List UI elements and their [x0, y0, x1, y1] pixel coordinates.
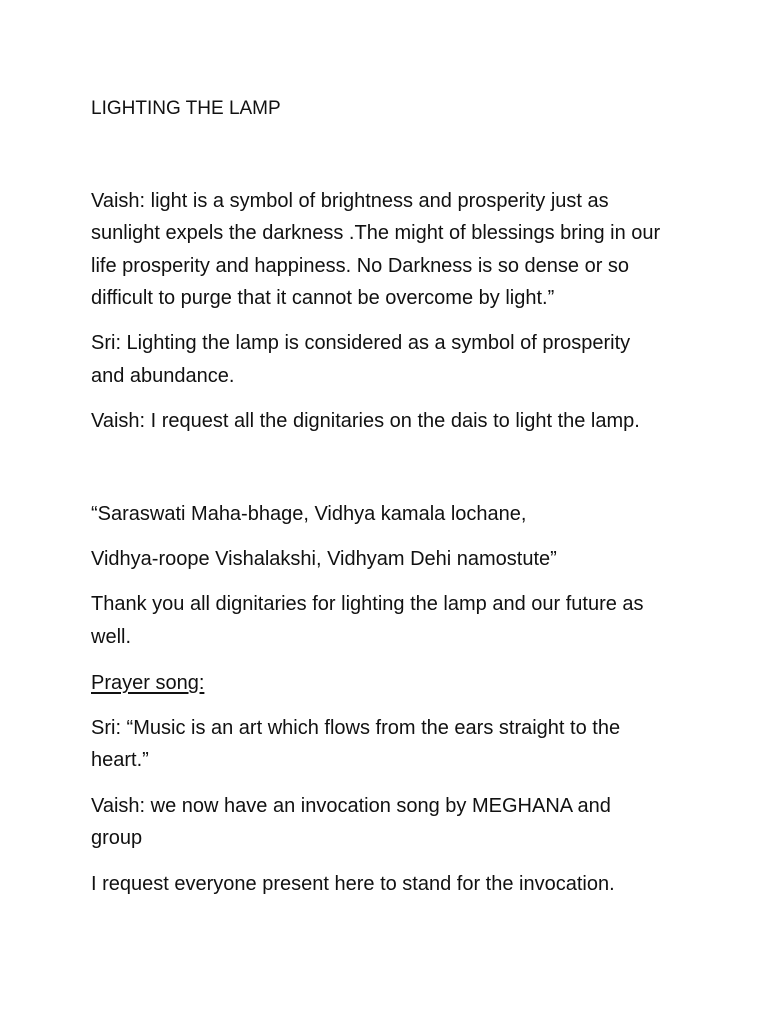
- verse-line-2: Vidhya-roope Vishalakshi, Vidhyam Dehi namostute”: [91, 548, 557, 570]
- verse-line-1: “Saraswati Maha-bhage, Vidhya kamala lochane,: [91, 503, 527, 525]
- paragraph-6-line-1: Thank you all dignitaries for lighting the lamp and our future as: [91, 593, 644, 615]
- prayer-song-heading: Prayer song:: [91, 672, 205, 694]
- document-title: LIGHTING THE LAMP: [91, 98, 281, 119]
- paragraph-2-line-2: and abundance.: [91, 365, 235, 387]
- paragraph-1-line-1: Vaish: light is a symbol of brightness and prosperity just as: [91, 190, 609, 212]
- paragraph-8-line-1: Sri: “Music is an art which flows from the ears straight to the: [91, 717, 621, 739]
- paragraph-9-line-1: Vaish: we now have an invocation song by MEGHANA and: [91, 795, 611, 817]
- paragraph-8-line-2: heart.”: [91, 749, 149, 771]
- paragraph-1-line-2: sunlight expels the darkness .The might of blessings bring in our: [91, 222, 661, 244]
- paragraph-6-line-2: well.: [91, 626, 132, 648]
- paragraph-1-line-3: life prosperity and happiness. No Darkness is so dense or so: [91, 255, 630, 277]
- paragraph-10-line-1: I request everyone present here to stand for the invocation.: [91, 873, 615, 895]
- paragraph-2-line-1: Sri: Lighting the lamp is considered as a symbol of prosperity: [91, 332, 631, 354]
- paragraph-3-line-1: Vaish: I request all the dignitaries on the dais to light the lamp.: [91, 410, 640, 432]
- paragraph-9-line-2: group: [91, 827, 143, 849]
- paragraph-1-line-4: difficult to purge that it cannot be overcome by light.”: [91, 287, 555, 309]
